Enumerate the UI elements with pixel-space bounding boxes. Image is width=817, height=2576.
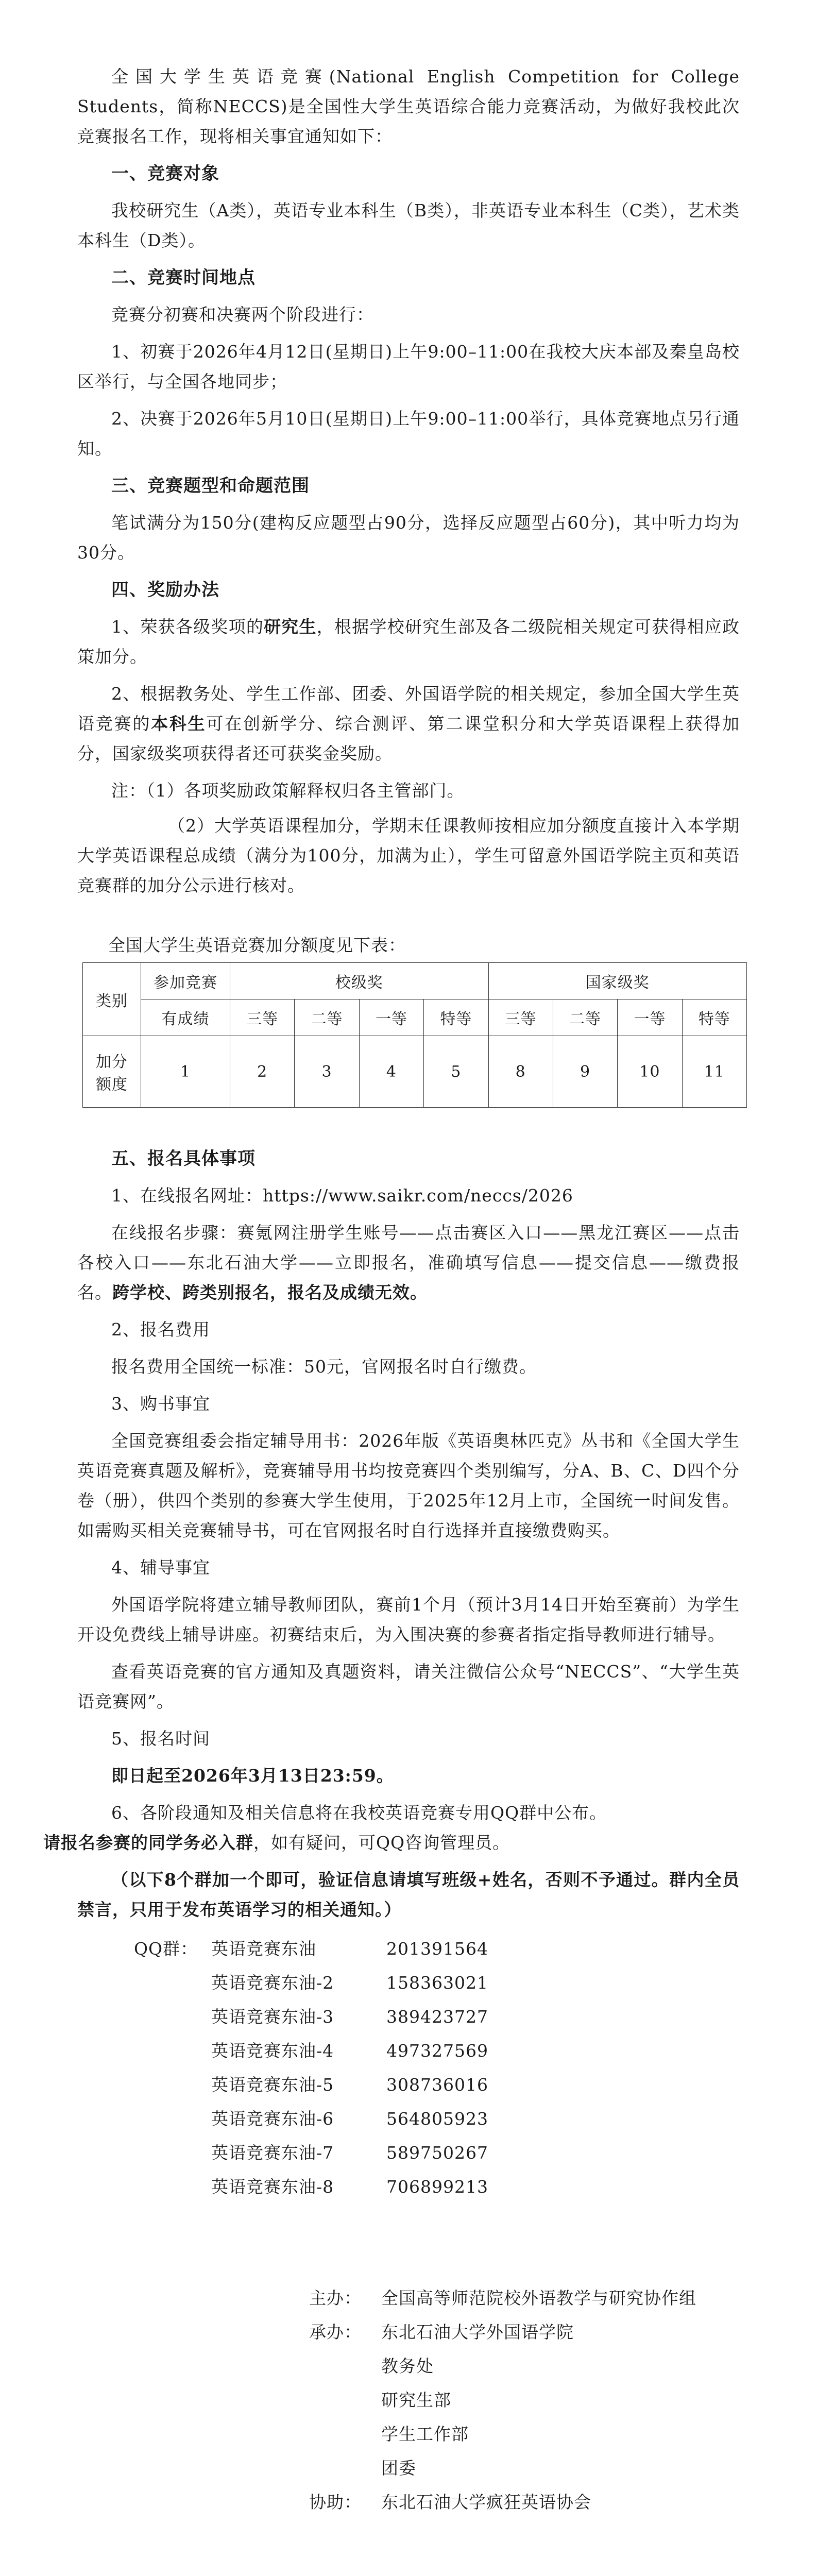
qq-group-name: 英语竞赛东油-2 bbox=[211, 1973, 334, 1993]
text-run: 6、各阶段通知及相关信息将在我校英语竞赛专用QQ群中公布。 bbox=[111, 1803, 607, 1823]
qq-group-name: 英语竞赛东油-3 bbox=[211, 2007, 334, 2027]
organizer-value: 东北石油大学外国语学院 bbox=[381, 2322, 574, 2342]
sig-label-empty bbox=[77, 2349, 381, 2383]
text-run: 在线报名步骤：赛氪网注册学生账号——点击赛区入口——黑龙江赛区——点击各校入口——东北石油大学——立即报名，准确填写信息——提交信息——缴费报名。 bbox=[77, 1223, 740, 1302]
qq-group-name: 英语竞赛东油-6 bbox=[211, 2109, 334, 2129]
section-1-body: 我校研究生（A类），英语专业本科生（B类），非英语专业本科生（C类），艺术类本科生（D类）。 bbox=[77, 200, 740, 250]
value-cell: 10 bbox=[618, 1036, 682, 1108]
header-participate-2: 有成绩 bbox=[141, 999, 230, 1036]
qq-group-number[interactable]: 201391564 bbox=[386, 1939, 488, 1959]
time-body: 即日起至2026年3月13日23:59。 bbox=[111, 1766, 394, 1786]
section-4-undergrad-reward bbox=[77, 679, 740, 769]
signup-url: 1、在线报名网址：https://www.saikr.com/neccs/2026 bbox=[111, 1185, 573, 1206]
level-cell: 一等 bbox=[359, 999, 423, 1036]
qq-rules: （以下8个群加一个即可，验证信息请填写班级+姓名，否则不予通过。群内全员禁言，只用于发布英语学习的相关通知。） bbox=[77, 1870, 740, 1920]
section-2-intro: 竞赛分初赛和决赛两个阶段进行： bbox=[111, 304, 374, 325]
list-item bbox=[77, 2000, 740, 2034]
books-title: 3、购书事宜 bbox=[111, 1394, 210, 1414]
level-cell: 特等 bbox=[682, 999, 746, 1036]
row-label bbox=[83, 1036, 141, 1108]
organizer-value: 学生工作部 bbox=[381, 2424, 469, 2444]
assist-label: 协助： bbox=[309, 2492, 362, 2512]
qq-group-number[interactable]: 308736016 bbox=[386, 2075, 488, 2095]
qq-group-number[interactable]: 158363021 bbox=[386, 1973, 488, 1993]
section-5-title: 五、报名具体事项 bbox=[111, 1148, 256, 1169]
time-title: 5、报名时间 bbox=[111, 1728, 210, 1749]
level-cell: 特等 bbox=[424, 999, 488, 1036]
qq-label: QQ群： bbox=[134, 1939, 198, 1959]
value-cell: 8 bbox=[488, 1036, 553, 1108]
section-3-title: 三、竞赛题型和命题范围 bbox=[111, 476, 310, 496]
organizer-value: 团委 bbox=[381, 2458, 416, 2478]
value-cell: 11 bbox=[682, 1036, 746, 1108]
text-run: 1、荣获各级奖项的 bbox=[111, 617, 264, 637]
organizer-row bbox=[77, 2383, 740, 2417]
sig-label-empty bbox=[77, 2417, 381, 2451]
value-cell: 4 bbox=[359, 1036, 423, 1108]
fee-body: 报名费用全国统一标准：50元，官网报名时自行缴费。 bbox=[111, 1357, 537, 1377]
organizer-row bbox=[77, 2451, 740, 2485]
spacer bbox=[77, 1108, 740, 1144]
tutoring-title: 4、辅导事宜 bbox=[111, 1557, 210, 1578]
qq-group-name: 英语竞赛东油-5 bbox=[211, 2075, 334, 2095]
tutoring-body: 外国语学院将建立辅导教师团队，赛前1个月（预计3月14日开始至赛前）为学生开设免费线上辅导讲座。初赛结束后，为入围决赛的参赛者指定指导教师进行辅导。 bbox=[77, 1595, 740, 1645]
level-cell: 三等 bbox=[488, 999, 553, 1036]
text-run: 2、根据教务处、学生工作部、团委、外国语学院的相关规定，参加全国大学生英语竞赛的 bbox=[77, 684, 740, 734]
text-run: ，如有疑问，可QQ咨询管理员。 bbox=[253, 1833, 510, 1853]
qq-group-name: 英语竞赛东油-8 bbox=[211, 2177, 334, 2197]
list-item bbox=[77, 2034, 740, 2068]
value-cell: 3 bbox=[295, 1036, 359, 1108]
list-item bbox=[77, 2102, 740, 2136]
sig-label-empty bbox=[77, 2451, 381, 2485]
section-2-title: 二、竞赛时间地点 bbox=[111, 267, 256, 288]
list-item bbox=[77, 2170, 740, 2204]
section-1-title: 一、竞赛对象 bbox=[111, 163, 219, 184]
qq-group-number[interactable]: 589750267 bbox=[386, 2143, 488, 2163]
list-item bbox=[77, 2068, 740, 2102]
qq-group-name: 英语竞赛东油-7 bbox=[211, 2143, 334, 2163]
list-item bbox=[77, 2136, 740, 2170]
text-run: 可在创新学分、综合测评、第二课堂积分和大学英语课程上获得加分，国家级奖项获得者还可获奖金奖励。 bbox=[77, 714, 740, 764]
signup-warning: 跨学校、跨类别报名，报名及成绩无效。 bbox=[112, 1282, 428, 1302]
host-label: 主办： bbox=[309, 2288, 362, 2308]
qq-group-number[interactable]: 389423727 bbox=[386, 2007, 488, 2027]
intro-paragraph: 全国大学生英语竞赛(National English Competition for College Students，简称NECCS)是全国性大学生英语综合能力竞赛活动，为做好我校此次竞赛报名工作，现将相关事宜通知如下： bbox=[77, 66, 740, 146]
assist-value: 东北石油大学疯狂英语协会 bbox=[381, 2492, 591, 2512]
organizer-label: 承办： bbox=[309, 2322, 362, 2342]
list-item bbox=[77, 1966, 740, 2000]
books-body: 全国竞赛组委会指定辅导用书：2026年版《英语奥林匹克》丛书和《全国大学生英语竞赛真题及解析》，竞赛辅导用书均按竞赛四个类别编写，分A、B、C、D四个分卷（册），供四个类别的参赛大学生使用，于2025年12月上市，全国统一时间发售。如需购买相关竞赛辅导书，可在官网报名时自行选择并直接缴费购买。 bbox=[77, 1431, 740, 1540]
qq-group-number[interactable]: 497327569 bbox=[386, 2041, 488, 2061]
qq-group-name: 英语竞赛东油-4 bbox=[211, 2041, 334, 2061]
table-header-row bbox=[83, 963, 747, 999]
row-label-line-2: 额度 bbox=[96, 1076, 128, 1094]
fee-title: 2、报名费用 bbox=[111, 1319, 210, 1340]
emphasis-graduate: 研究生 bbox=[264, 617, 317, 637]
sig-label-empty bbox=[77, 2383, 381, 2417]
join-group-emphasis: 请报名参赛的同学务必入群 bbox=[43, 1833, 253, 1853]
table-row bbox=[83, 1036, 747, 1108]
section-4-note-1: 注：（1）各项奖励政策解释权归各主管部门。 bbox=[111, 781, 465, 801]
qq-group-list bbox=[77, 1932, 740, 2204]
organizer-value: 研究生部 bbox=[381, 2390, 451, 2410]
wechat-info: 查看英语竞赛的官方通知及真题资料，请关注微信公众号“NECCS”、“大学生英语竞赛网”。 bbox=[77, 1662, 740, 1711]
section-2-final: 2、决赛于2026年5月10日(星期日)上午9:00–11:00举行，具体竞赛地点另行通知。 bbox=[77, 409, 740, 459]
qq-group-number[interactable]: 564805923 bbox=[386, 2109, 488, 2129]
section-2-preliminary: 1、初赛于2026年4月12日(星期日)上午9:00–11:00在我校大庆本部及秦皇岛校区举行，与全国各地同步； bbox=[77, 342, 740, 392]
organizer-row bbox=[77, 2417, 740, 2451]
level-cell: 二等 bbox=[553, 999, 617, 1036]
organizer-row bbox=[77, 2349, 740, 2383]
level-cell: 三等 bbox=[230, 999, 295, 1036]
list-item bbox=[77, 1932, 740, 1966]
qq-notice bbox=[43, 1798, 740, 1858]
organizer-row bbox=[77, 2315, 740, 2349]
header-national-level: 国家级奖 bbox=[488, 963, 747, 999]
qq-group-name: 英语竞赛东油 bbox=[211, 1939, 316, 1959]
host-value: 全国高等师范院校外语教学与研究协作组 bbox=[381, 2288, 696, 2308]
section-4-note-2: （2）大学英语课程加分，学期末任课教师按相应加分额度直接计入本学期大学英语课程总成绩（满分为100分，加满为止），学生可留意外国语学院主页和英语竞赛群的加分公示进行核对。 bbox=[77, 816, 740, 895]
level-cell: 一等 bbox=[618, 999, 682, 1036]
section-4-title: 四、奖励办法 bbox=[111, 580, 219, 600]
value-cell: 5 bbox=[424, 1036, 488, 1108]
section-4-graduate-reward bbox=[77, 612, 740, 672]
signature-block bbox=[77, 2281, 740, 2519]
level-cell: 二等 bbox=[295, 999, 359, 1036]
award-table-caption: 全国大学生英语竞赛加分额度见下表： bbox=[108, 935, 406, 955]
emphasis-undergrad: 本科生 bbox=[151, 714, 207, 734]
host-row bbox=[77, 2281, 740, 2315]
text-run: ，根据学校研究生部及各二级院相关规定可获得相应政策加分。 bbox=[77, 617, 740, 667]
participate-value: 1 bbox=[141, 1036, 230, 1108]
value-cell: 2 bbox=[230, 1036, 295, 1108]
organizer-value: 教务处 bbox=[381, 2356, 434, 2376]
assist-row bbox=[77, 2485, 740, 2519]
table-subheader-row bbox=[83, 999, 747, 1036]
header-participate-1: 参加竞赛 bbox=[141, 963, 230, 999]
award-points-table bbox=[82, 962, 747, 1108]
qq-group-number[interactable]: 706899213 bbox=[386, 2177, 488, 2197]
header-school-level: 校级奖 bbox=[230, 963, 489, 999]
signup-steps bbox=[77, 1218, 740, 1308]
row-label-line-1: 加分 bbox=[96, 1053, 128, 1071]
header-category: 类别 bbox=[83, 963, 141, 1036]
section-3-body: 笔试满分为150分(建构反应题型占90分，选择反应题型占60分)，其中听力均为30分。 bbox=[77, 513, 740, 563]
value-cell: 9 bbox=[553, 1036, 617, 1108]
